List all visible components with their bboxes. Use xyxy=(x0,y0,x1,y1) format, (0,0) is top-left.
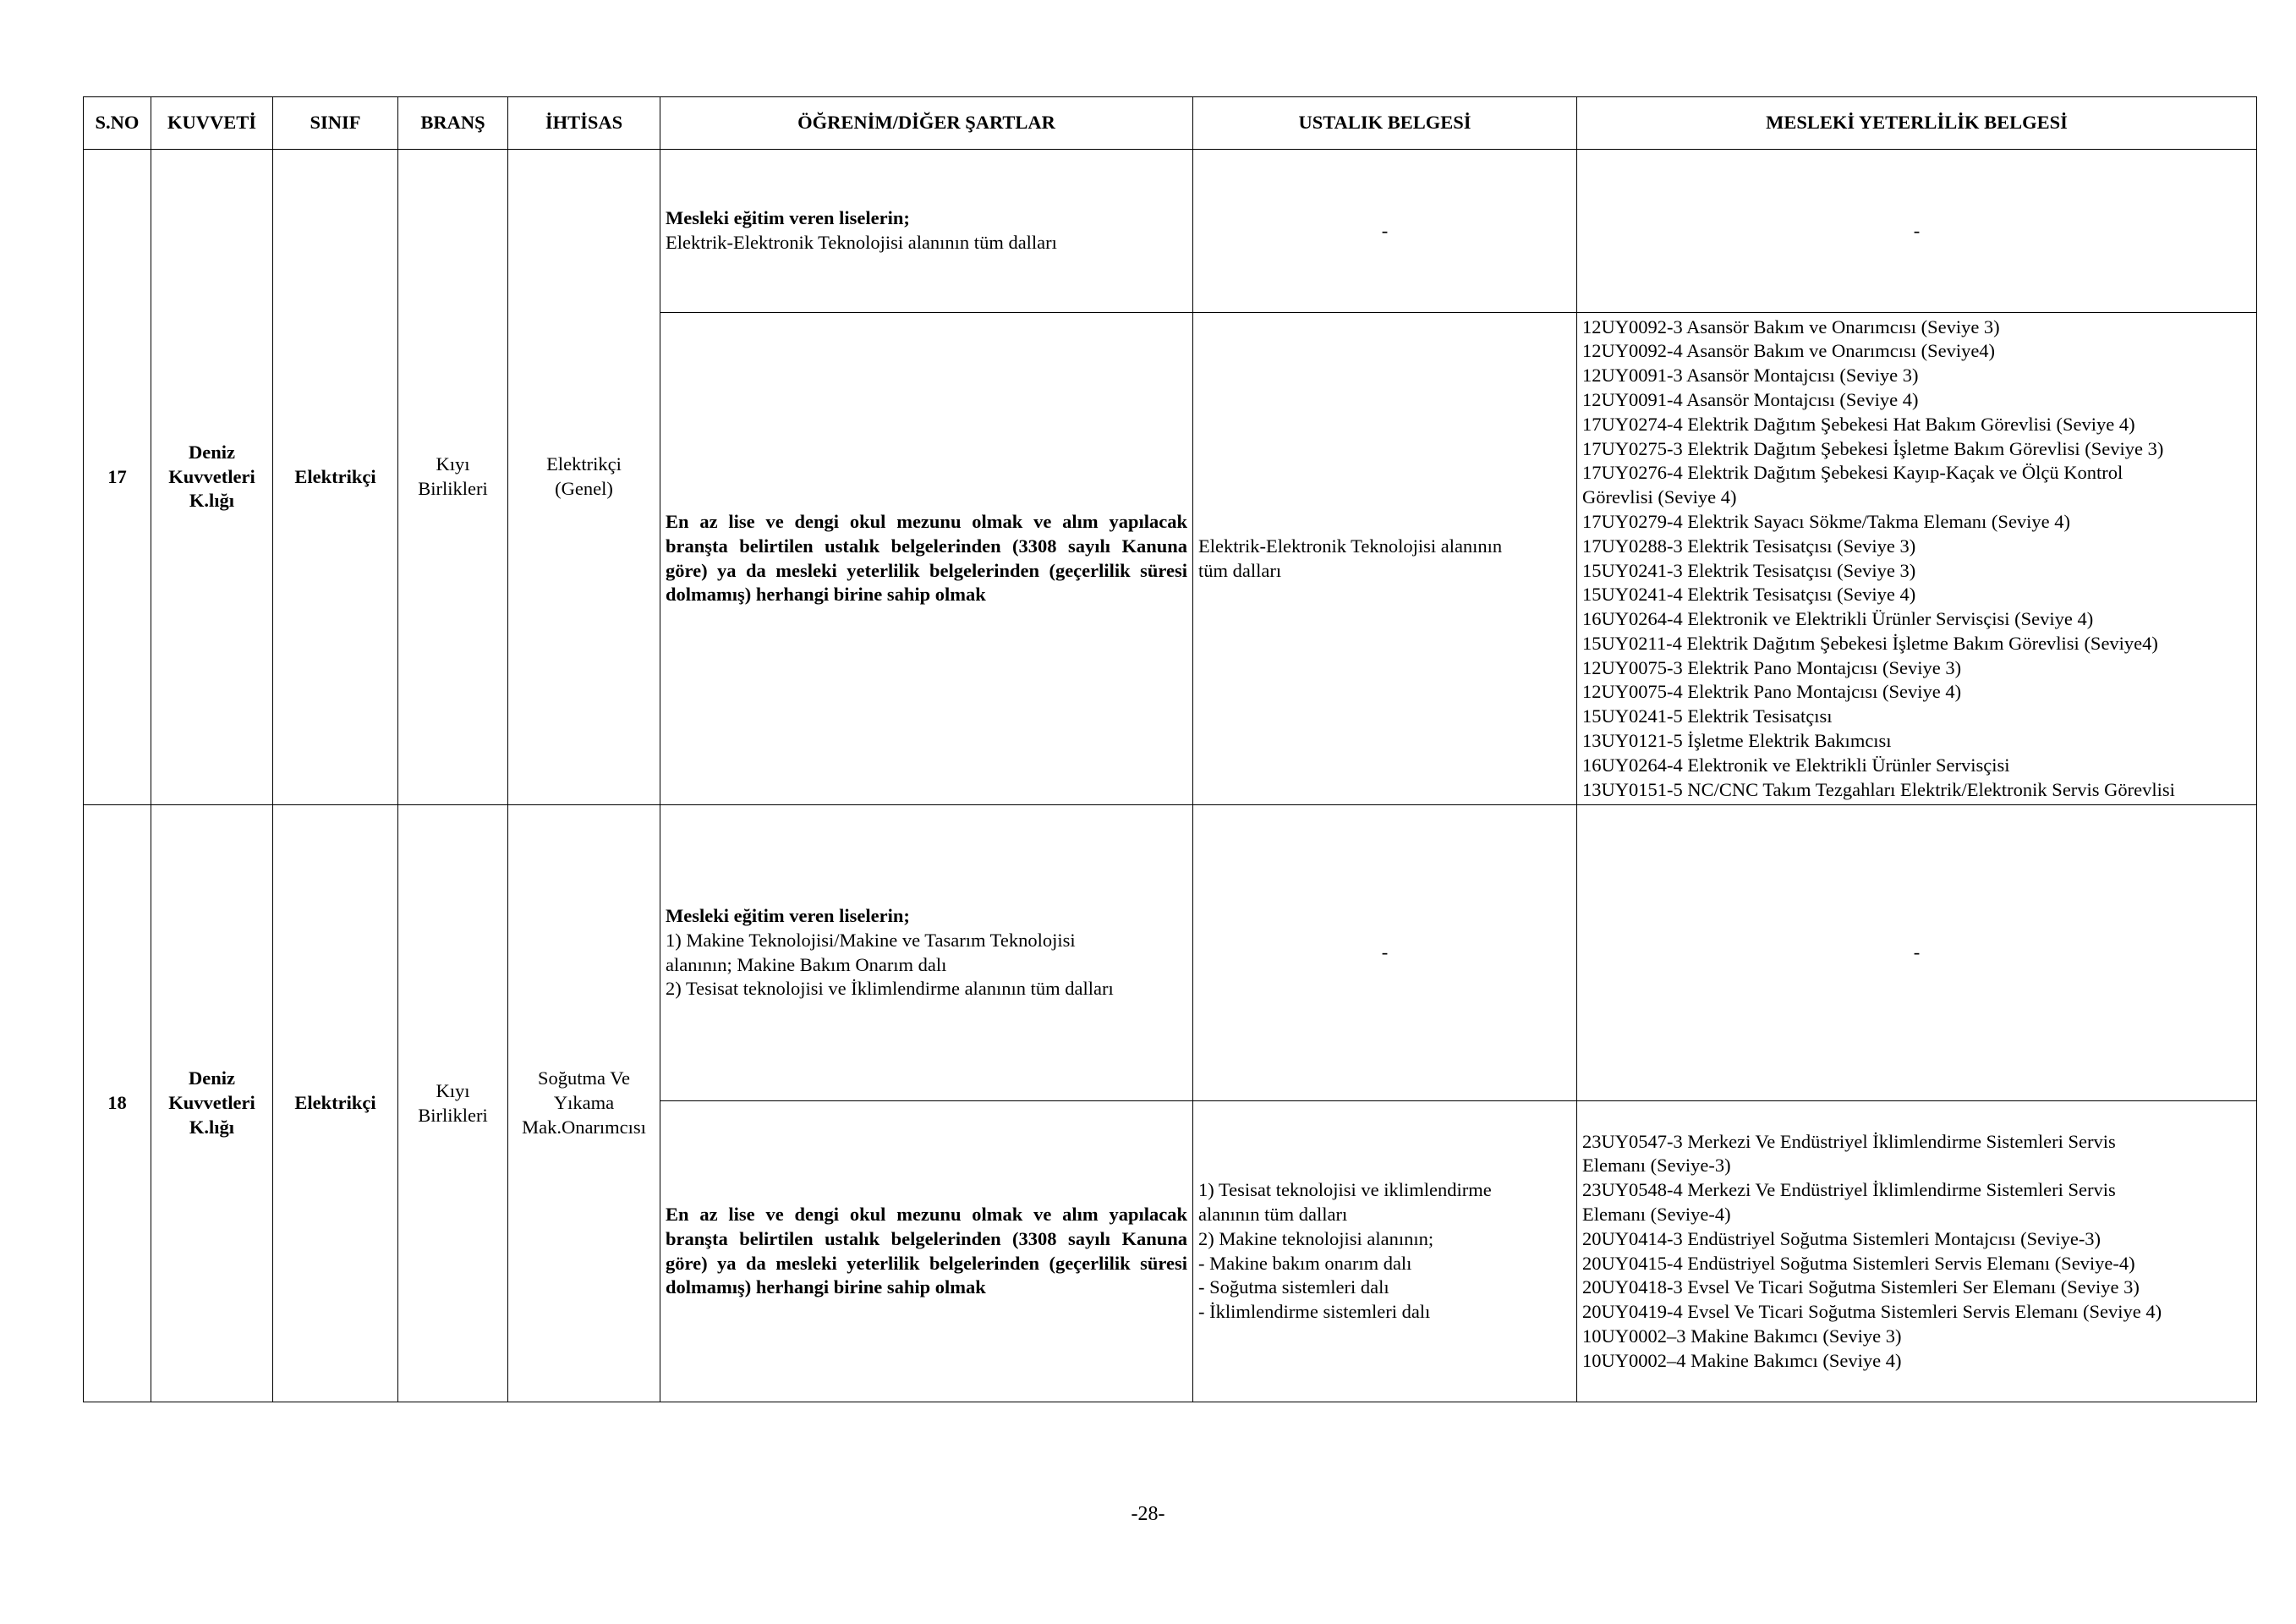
header-brans: BRANŞ xyxy=(398,97,508,150)
header-mesleki: MESLEKİ YETERLİLİK BELGESİ xyxy=(1577,97,2257,150)
header-ihtisas: İHTİSAS xyxy=(508,97,660,150)
row-kuvvet: Deniz Kuvvetleri K.lığı xyxy=(151,805,273,1402)
mesleki-cell: 12UY0092-3 Asansör Bakım ve Onarımcısı (Seviye 3) 12UY0092-4 Asansör Bakım ve Onarımcısı (Seviye4) 12UY0091-3 Asansör Montajcısı (Seviye 3) 12UY0091-4 Asansör Montajcısı (Seviye 4) 17UY0274-4 Elektrik Dağıtım Şebekesi Hat Bakım Görevlisi (Seviye 4) 17UY0275-3 Elektrik Dağıtım Şebekesi İşletme Bakım Görevlisi (Seviye 3) 17UY0276-4 Elektrik Dağıtım Şebekesi Kayıp-Kaçak ve Ölçü Kontrol Görevlisi (Seviye 4) 17UY0279-4 Elektrik Sayacı Sökme/Takma Elemanı (Seviye 4) 17UY0288-3 Elektrik Tesisatçısı (Seviye 3) 15UY0241-3 Elektrik Tesisatçısı (Seviye 3) 15UY0241-4 Elektrik Tesisatçısı (Seviye 4) 16UY0264-4 Elektronik ve Elektrikli Ürünler Servisçisi (Seviye 4) 15UY0211-4 Elektrik Dağıtım Şebekesi İşletme Bakım Görevlisi (Seviye4) 12UY0075-3 Elektrik Pano Montajcısı (Seviye 3) 12UY0075-4 Elektrik Pano Montajcısı (Seviye 4) 15UY0241-5 Elektrik Tesisatçısı 13UY0121-5 İşletme Elektrik Bakımcısı 16UY0264-4 Elektronik ve Elektrikli Ürünler Servisçisi 13UY0151-5 NC/CNC Takım Tezgahları Elektrik/Elektronik Servis Görevlisi xyxy=(1577,313,2257,805)
row-sinif: Elektrikçi xyxy=(273,805,398,1402)
header-ogrenim: ÖĞRENİM/DİĞER ŞARTLAR xyxy=(660,97,1193,150)
ogrenim-title: Mesleki eğitim veren liselerin; xyxy=(666,904,910,926)
ogrenim-cell: En az lise ve dengi okul mezunu olmak ve alım yapılacak branşta belirtilen ustalık belgelerinden (3308 sayılı Kanuna göre) ya da mesleki yeterlilik belgelerinden (geçerlilik süresi dolmamış) herhangi birine sahip olmak xyxy=(660,313,1193,805)
row-brans: Kıyı Birlikleri xyxy=(398,805,508,1402)
mesleki-cell: - xyxy=(1577,805,2257,1101)
row-sinif: Elektrikçi xyxy=(273,150,398,805)
header-sinif: SINIF xyxy=(273,97,398,150)
ustalik-cell: - xyxy=(1193,150,1577,313)
header-row xyxy=(84,97,2257,150)
ogrenim-title: Mesleki eğitim veren liselerin; xyxy=(666,207,910,229)
row-kuvvet: Deniz Kuvvetleri K.lığı xyxy=(151,150,273,805)
row-ihtisas: Elektrikçi (Genel) xyxy=(508,150,660,805)
ustalik-cell: - xyxy=(1193,805,1577,1101)
row-sno: 17 xyxy=(84,150,151,805)
ustalik-cell: 1) Tesisat teknolojisi ve iklimlendirme alanının tüm dalları 2) Makine teknolojisi alanının; - Makine bakım onarım dalı - Soğutma sistemleri dalı - İklimlendirme sistemleri dalı xyxy=(1193,1101,1577,1402)
row-sno: 18 xyxy=(84,805,151,1402)
page-number: -28- xyxy=(1131,1503,1165,1525)
ogrenim-cell: Mesleki eğitim veren liselerin; 1) Makine Teknolojisi/Makine ve Tasarım Teknolojisi alanının; Makine Bakım Onarım dalı 2) Tesisat teknolojisi ve İklimlendirme alanının tüm dalları xyxy=(660,805,1193,1101)
header-sno: S.NO xyxy=(84,97,151,150)
row-brans: Kıyı Birlikleri xyxy=(398,150,508,805)
row-ihtisas: Soğutma Ve Yıkama Mak.Onarımcısı xyxy=(508,805,660,1402)
header-ustalik: USTALIK BELGESİ xyxy=(1193,97,1577,150)
ogrenim-cell: En az lise ve dengi okul mezunu olmak ve alım yapılacak branşta belirtilen ustalık belgelerinden (3308 sayılı Kanuna göre) ya da mesleki yeterlilik belgelerinden (geçerlilik süresi dolmamış) herhangi birine sahip olmak xyxy=(660,1101,1193,1402)
table-row xyxy=(84,150,2257,313)
requirements-table xyxy=(83,96,2257,1402)
mesleki-cell: - xyxy=(1577,150,2257,313)
table-row xyxy=(84,805,2257,1101)
header-kuvvet: KUVVETİ xyxy=(151,97,273,150)
ogrenim-cell: Mesleki eğitim veren liselerin; Elektrik-Elektronik Teknolojisi alanının tüm dalları xyxy=(660,150,1193,313)
ustalik-cell: Elektrik-Elektronik Teknolojisi alanının tüm dalları xyxy=(1193,313,1577,805)
mesleki-cell: 23UY0547-3 Merkezi Ve Endüstriyel İklimlendirme Sistemleri Servis Elemanı (Seviye-3) 23UY0548-4 Merkezi Ve Endüstriyel İklimlendirme Sistemleri Servis Elemanı (Seviye-4) 20UY0414-3 Endüstriyel Soğutma Sistemleri Montajcısı (Seviye-3) 20UY0415-4 Endüstriyel Soğutma Sistemleri Servis Elemanı (Seviye-4) 20UY0418-3 Evsel Ve Ticari Soğutma Sistemleri Ser Elemanı (Seviye 3) 20UY0419-4 Evsel Ve Ticari Soğutma Sistemleri Servis Elemanı (Seviye 4) 10UY0002–3 Makine Bakımcı (Seviye 3) 10UY0002–4 Makine Bakımcı (Seviye 4) xyxy=(1577,1101,2257,1402)
